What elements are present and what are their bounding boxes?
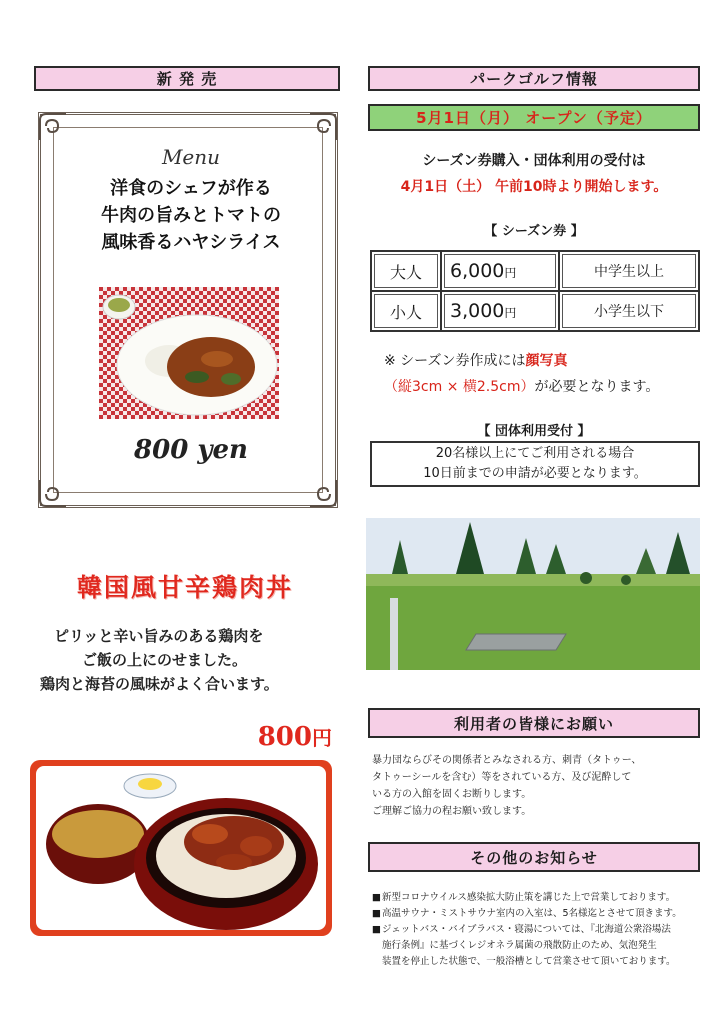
list-item: ■ ジェットバス・バイブラバス・寝湯については、『北海道公衆浴場法 施行条例』に基づくレジオネラ属菌の飛散防止のため、気泡発生 装置を停止した状態で、一般浴槽として営業させて頂いております。 bbox=[372, 922, 702, 970]
reception-line-1: シーズン券購入・団体利用の受付は bbox=[422, 153, 646, 169]
ornament-corner-icon bbox=[308, 478, 338, 508]
park-golf-label: パークゴルフ情報 bbox=[470, 70, 598, 88]
hayashi-rice-photo bbox=[99, 287, 279, 419]
group-use-box: 20名様以上にてご利用される場合 10日前までの申請が必要となります。 bbox=[370, 441, 700, 487]
korean-dish-price: 800円 bbox=[257, 722, 332, 752]
park-golf-header bbox=[368, 66, 700, 91]
ticket-eligibility: 中学生以上 bbox=[559, 251, 699, 291]
user-request-header bbox=[368, 708, 700, 738]
ornament-corner-icon bbox=[38, 112, 68, 142]
menu-frame bbox=[38, 112, 338, 508]
open-date-banner bbox=[368, 104, 700, 131]
bullet-square-icon: ■ bbox=[372, 892, 381, 903]
bullet-square-icon: ■ bbox=[372, 924, 381, 935]
new-release-header bbox=[34, 66, 340, 91]
group-use-heading: 【 団体利用受付 】 bbox=[477, 424, 591, 439]
korean-dish-description: ピリッと辛い旨みのある鶏肉を ご飯の上にのせました。 鶏肉と海苔の風味がよく合います。 bbox=[40, 627, 279, 693]
ticket-eligibility: 小学生以下 bbox=[559, 291, 699, 331]
table-row bbox=[371, 251, 699, 291]
ticket-price: 3,000円 bbox=[441, 291, 559, 331]
other-notices-label: その他のお知らせ bbox=[470, 848, 598, 867]
menu-price: 800 yen bbox=[134, 435, 248, 465]
season-ticket-heading: 【 シーズン券 】 bbox=[484, 224, 584, 239]
user-request-text: 暴力団ならびその関係者とみなされる方、刺青（タトゥー、 タトゥーシールを含む）等をされている方、及び泥酔して いる方の入館を固くお断りします。 ご理解ご協力の程お願い致します。 bbox=[372, 755, 642, 817]
menu-title: 洋食のシェフが作る 牛肉の旨みとトマトの 風味香るハヤシライス bbox=[101, 178, 281, 253]
ornament-corner-icon bbox=[308, 112, 338, 142]
chicken-bowl-photo bbox=[30, 760, 332, 936]
photo-requirement-note: ※ シーズン券作成には顔写真 （縦3cm × 横2.5cm）が必要となります。 bbox=[384, 353, 660, 395]
list-item: ■ 高温サウナ・ミストサウナ室内の入室は、5名様迄とさせて頂きます。 bbox=[372, 906, 702, 922]
season-ticket-table bbox=[370, 250, 700, 332]
ticket-type: 小人 bbox=[371, 291, 441, 331]
open-date: 5月1日（月） オープン（予定） bbox=[416, 109, 652, 127]
park-golf-course-photo bbox=[366, 518, 700, 670]
ticket-type: 大人 bbox=[371, 251, 441, 291]
other-notices-list bbox=[372, 890, 702, 970]
reception-line-2: 4月1日（土） 午前10時より開始します。 bbox=[400, 179, 668, 195]
menu-script-label: Menu bbox=[161, 145, 221, 169]
list-item: ■ 新型コロナウイルス感染拡大防止策を講じた上で営業しております。 bbox=[372, 890, 702, 906]
table-row bbox=[371, 291, 699, 331]
new-release-label: 新 発 売 bbox=[156, 70, 218, 88]
ticket-price: 6,000円 bbox=[441, 251, 559, 291]
korean-dish-title: 韓国風甘辛鶏肉丼 bbox=[76, 573, 293, 602]
other-notices-header bbox=[368, 842, 700, 872]
ornament-corner-icon bbox=[38, 478, 68, 508]
user-request-label: 利用者の皆様にお願い bbox=[453, 714, 614, 733]
bullet-square-icon: ■ bbox=[372, 908, 381, 919]
